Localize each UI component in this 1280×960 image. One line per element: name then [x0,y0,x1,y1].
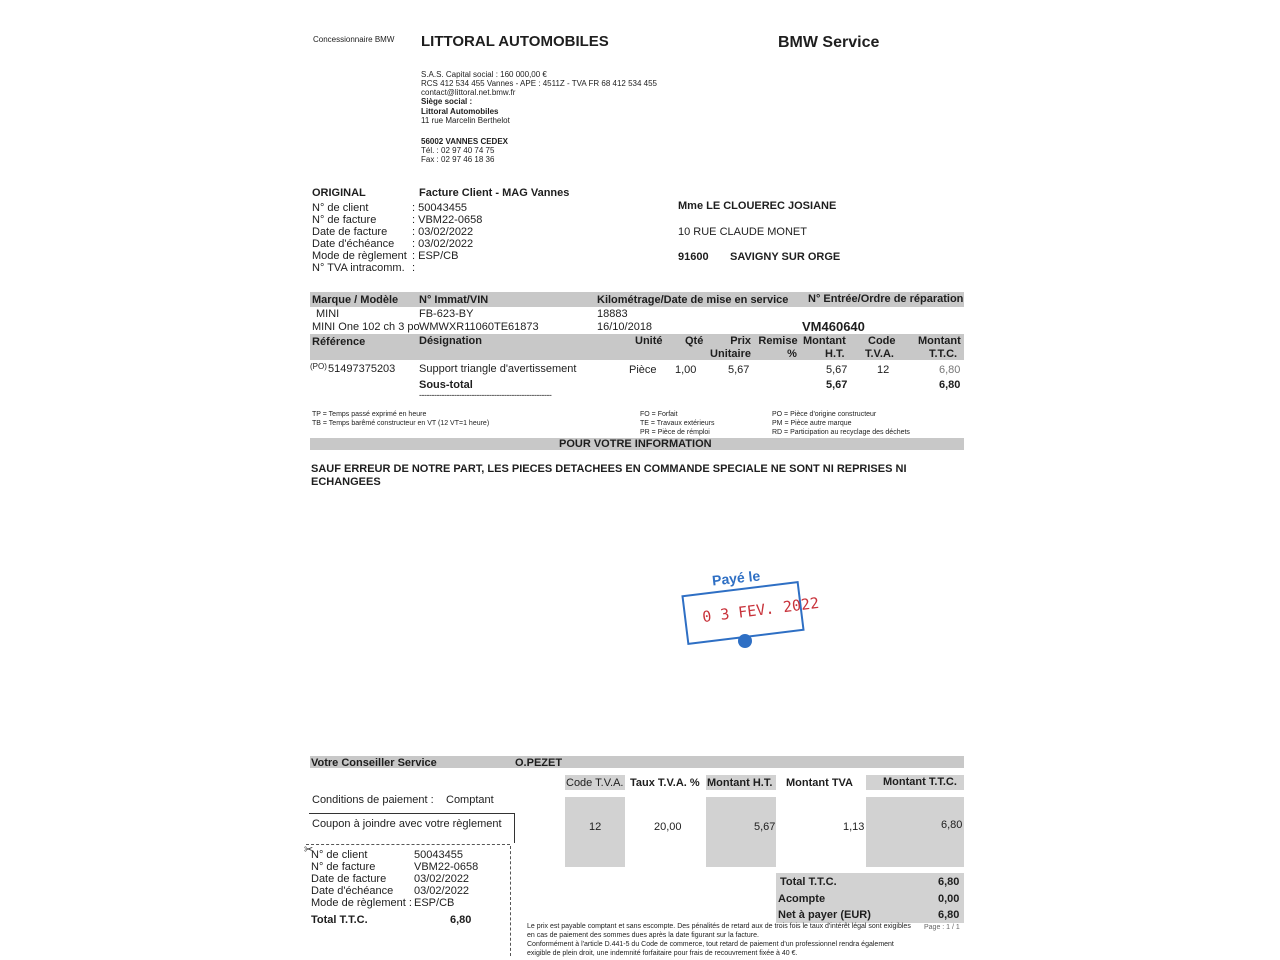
col-ht-2: H.T. [825,348,845,360]
page-number: Page : 1 / 1 [924,924,960,931]
row-ht: 5,67 [826,364,848,376]
vehicle-date: 16/10/2018 [597,321,653,333]
legend-col1 [312,410,489,428]
vat-head-code: Code T.V.A. [566,777,624,789]
company-rcs: RCS 412 534 455 Vannes - APE : 4511Z - TVA FR 68 412 534 455 [421,79,658,88]
col-ref: Référence [312,336,366,348]
vat-code: 12 [589,821,602,833]
coupon-values [414,849,478,909]
siege-street: 11 rue Marcelin Berthelot [421,116,510,125]
vehicle-header-immat: N° Immat/VIN [419,294,489,306]
legal-line-2: en cas de paiement des sommes dues après la date figurant sur la facture. [527,932,759,939]
total-ttc-label: Total T.T.C. [780,876,837,888]
legend-te: TE = Travaux extérieurs [640,420,715,427]
legend-pm: PM = Pièce autre marque [772,420,852,427]
conditions-label: Conditions de paiement : [312,794,434,806]
field-label-payment: Mode de règlement [312,250,407,262]
subtotal-ttc: 6,80 [939,379,961,391]
deposit-label: Acompte [778,893,826,905]
company-email: contact@littoral.net.bmw.fr [421,88,516,97]
client-postcode: 91600 [678,251,709,263]
col-qty: Qté [685,335,704,347]
row-designation: Support triangle d'avertissement [419,363,577,375]
field-label-due: Date d'échéance [312,238,395,250]
field-value-date: : 03/02/2022 [412,226,474,238]
coupon-cut-side [510,846,511,956]
company-name: LITTORAL AUTOMOBILES [421,33,609,50]
client-street: 10 RUE CLAUDE MONET [678,226,807,238]
info-line-1: SAUF ERREUR DE NOTRE PART, LES PIECES DETACHEES EN COMMANDE SPECIALE NE SONT NI REPRISES NI [311,463,907,475]
client-city: SAVIGNY SUR ORGE [730,251,841,263]
dealer-prefix: Concessionnaire BMW [313,35,395,44]
net-label: Net à payer (EUR) [778,909,871,921]
legend-pr: PR = Pièce de rémploi [640,429,710,436]
coupon-value-due: 03/02/2022 [414,885,470,897]
coupon-top-line [309,813,515,814]
row-ref: 51497375203 [328,363,396,375]
invoice-status: ORIGINAL [312,187,366,199]
vat-head-rate: Taux T.V.A. % [630,777,700,789]
vat-col-ttc-bg [866,797,964,867]
coupon-total-label: Total T.T.C. [311,914,368,926]
legend-po: PO = Pièce d'origine constructeur [772,411,877,418]
vat-head-ttc: Montant T.T.C. [883,776,957,788]
info-band-title: POUR VOTRE INFORMATION [559,438,712,450]
vat-ht: 5,67 [754,821,776,833]
coupon-label-due: Date d'échéance [311,885,394,897]
vehicle-vin: WMWXR11060TE61873 [419,321,539,333]
brand-title: BMW Service [778,34,880,51]
field-value-payment: : ESP/CB [412,250,459,262]
row-unit: Pièce [629,364,657,376]
coupon-value-date: 03/02/2022 [414,873,470,885]
vehicle-brand: MINI [316,308,340,320]
field-label-date: Date de facture [312,226,388,238]
legend-fo: FO = Forfait [640,411,678,418]
coupon-label-client: N° de client [311,849,368,861]
vehicle-header-order: N° Entrée/Ordre de réparation [808,293,964,305]
coupon-value-client: 50043455 [414,849,463,861]
field-value-due: : 03/02/2022 [412,238,474,250]
invoice-field-values [412,202,482,274]
stamp-title: Payé le [711,567,761,589]
coupon-label-payment: Mode de règlement : [311,897,412,909]
total-ttc-value: 6,80 [938,876,960,888]
legend-col3 [772,410,910,437]
scissors-icon: ✂ [304,844,314,856]
company-fax: Fax : 02 97 46 18 36 [421,155,495,164]
col-price-2: Unitaire [710,348,751,360]
subtotal-ht: 5,67 [826,379,848,391]
coupon-label-date: Date de facture [311,873,387,885]
row-qty: 1,00 [675,364,697,376]
row-tva: 12 [877,364,890,376]
row-ttc: 6,80 [939,364,961,376]
col-price-1: Prix [730,335,751,347]
conditions-value: Comptant [446,794,494,806]
company-tel: Tél. : 02 97 40 74 75 [421,146,495,155]
vehicle-plate: FB-623-BY [419,308,474,320]
coupon-value-payment: ESP/CB [414,897,455,909]
vat-head-ht: Montant H.T. [707,777,773,789]
col-ttc-1: Montant [918,335,961,347]
col-tva-1: Code [868,335,896,347]
coupon-value-invoice: VBM22-0658 [414,861,479,873]
vat-ttc: 6,80 [941,819,963,831]
field-value-client: : 50043455 [412,202,468,214]
vehicle-order: VM460640 [802,319,865,334]
legend-tp: TP = Temps passé exprimé en heure [312,411,427,418]
col-unit: Unité [635,335,663,347]
vehicle-model: MINI One 102 ch 3 po [312,321,420,333]
legend-rd: RD = Participation au recyclage des déchets [772,429,910,436]
info-line-2: ECHANGEES [311,476,381,488]
vat-head-tva: Montant TVA [786,777,854,789]
siege-label: Siège social : [421,97,473,106]
field-label-vat: N° TVA intracomm. [312,262,405,274]
company-capital: S.A.S. Capital social : 160 000,00 € [421,70,547,79]
advisor-name: O.PEZET [515,757,563,769]
coupon-label-invoice: N° de facture [311,861,376,873]
col-discount-2: % [787,348,797,360]
bmw-roundel-icon [738,634,752,648]
stamp-date: 0 3 FEV. 2022 [701,593,821,627]
legend-col2 [640,410,715,437]
legal-line-4: exigible de plein droit, une indemnité forfaitaire pour frais de recouvrement fixée à 40 €. [527,950,798,957]
field-label-client: N° de client [312,202,369,214]
field-value-vat: : [412,262,416,274]
subtotal-dashes: ----------------------------------------------------- [419,390,552,400]
vehicle-header-km: Kilométrage/Date de mise en service [597,294,789,306]
field-value-invoice: : VBM22-0658 [412,214,483,226]
col-tva-2: T.V.A. [865,348,894,360]
row-prefix: (PO) [310,362,327,371]
subtotal-label: Sous-total [419,379,473,391]
legal-text [527,922,911,958]
invoice-field-labels [312,202,407,274]
deposit-value: 0,00 [938,893,960,905]
coupon-title: Coupon à joindre avec votre règlement [312,818,502,830]
vat-tva: 1,13 [843,821,865,833]
coupon-cut-line [306,844,510,845]
vehicle-header-model: Marque / Modèle [312,294,399,306]
legal-line-1: Le prix est payable comptant et sans escompte. Des pénalités de retard aux de trois fois le taux d'intérêt légal sont exigibles [527,923,911,930]
company-city: 56002 VANNES CEDEX [421,137,508,146]
coupon-labels [311,849,412,909]
advisor-label: Votre Conseiller Service [311,757,437,769]
legal-line-3: Conformément à l'article D.441-5 du Code de commerce, tout retard de paiement d'un professionnel rendra également [527,941,894,948]
vat-rate: 20,00 [654,821,682,833]
coupon-total-value: 6,80 [450,914,472,926]
row-price: 5,67 [728,364,750,376]
coupon-right-line [514,813,515,843]
col-ht-1: Montant [803,335,846,347]
vehicle-km: 18883 [597,308,628,320]
col-discount-1: Remise [758,335,798,347]
siege-name: Littoral Automobiles [421,107,499,116]
col-ttc-2: T.T.C. [929,348,958,360]
invoice-type: Facture Client - MAG Vannes [419,187,570,199]
legend-tb: TB = Temps barêmé constructeur en VT (12 VT=1 heure) [312,420,490,427]
client-name: Mme LE CLOUEREC JOSIANE [678,200,837,212]
field-label-invoice: N° de facture [312,214,377,226]
col-designation: Désignation [419,335,482,347]
net-value: 6,80 [938,909,960,921]
